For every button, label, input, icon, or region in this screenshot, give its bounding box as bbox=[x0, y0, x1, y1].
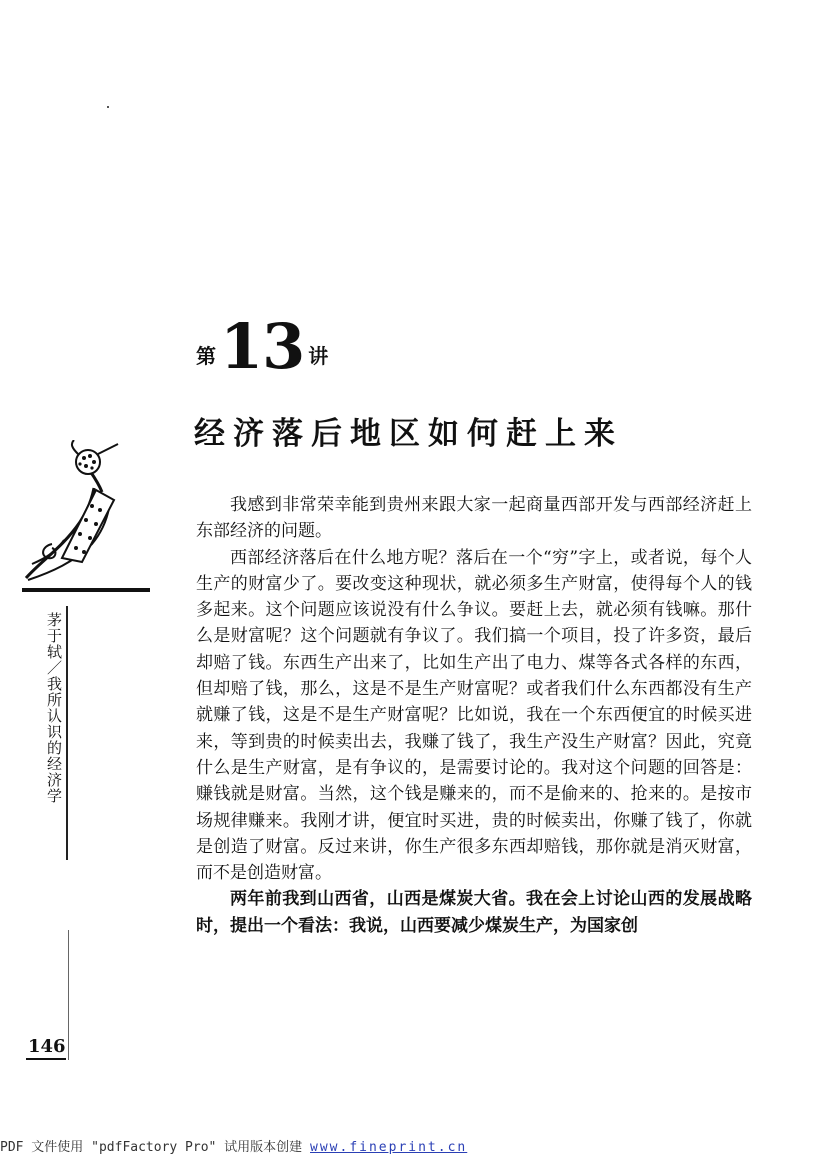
page-number-rule bbox=[26, 1058, 66, 1060]
chapter-heading bbox=[196, 308, 329, 383]
running-head-vertical: 茅于轼／我所认识的经济学 bbox=[45, 612, 63, 804]
margin-rule-lower bbox=[68, 930, 69, 1060]
body-text bbox=[196, 492, 752, 939]
page-title: 经济落后地区如何赶上来 bbox=[194, 416, 623, 452]
paragraph-2: 西部经济落后在什么地方呢？落后在一个“穷”字上，或者说，每个人生产的财富少了。要改变这种现状，就必须多生产财富，使得每个人的钱多起来。这个问题应该说没有什么争议。要赶上去，就必须有钱嘛。那什么是财富呢？这个问题就有争议了。我们搞一个项目，投了许多资，最后却赔了钱。东西生产出来了，比如生产出了电力、煤等各式各样的东西，但却赔了钱，那么，这是不是生产财富呢？或者我们什么东西都没有生产就赚了钱，这是不是生产财富呢？比如说，我在一个东西便宜的时候买进来，等到贵的时候卖出去，我赚了钱了，我生产没生产财富？因此，究竟什么是生产财富，是有争议的，是需要讨论的。我对这个问题的回答是：赚钱就是财富。当然，这个钱是赚来的，而不是偷来的、抢来的。是按市场规律赚来。我刚才讲，便宜时买进，贵的时候卖出，你赚了钱了，你就是创造了财富。反过来讲，你生产很多东西却赔钱，那你就是消灭财富，而不是创造财富。 bbox=[196, 547, 752, 884]
pdf-footer bbox=[0, 1136, 467, 1155]
bird-ornament-icon bbox=[22, 440, 152, 590]
print-speck bbox=[107, 106, 109, 108]
chapter-prefix: 第 bbox=[196, 344, 216, 368]
footer-link[interactable]: www.fineprint.cn bbox=[310, 1140, 468, 1155]
page-number: 146 bbox=[28, 1036, 66, 1057]
chapter-number: 13 bbox=[220, 310, 305, 383]
paragraph-1: 我感到非常荣幸能到贵州来跟大家一起商量西部开发与西部经济赶上东部经济的问题。 bbox=[196, 495, 752, 542]
paragraph-3: 两年前我到山西省，山西是煤炭大省。我在会上讨论山西的发展战略时，提出一个看法：我说，山西要减少煤炭生产，为国家创 bbox=[196, 889, 752, 936]
ornament-rule bbox=[22, 588, 150, 592]
margin-rule bbox=[66, 606, 68, 860]
footer-text: PDF 文件使用 "pdfFactory Pro" 试用版本创建 bbox=[0, 1140, 311, 1155]
chapter-suffix: 讲 bbox=[308, 344, 329, 368]
